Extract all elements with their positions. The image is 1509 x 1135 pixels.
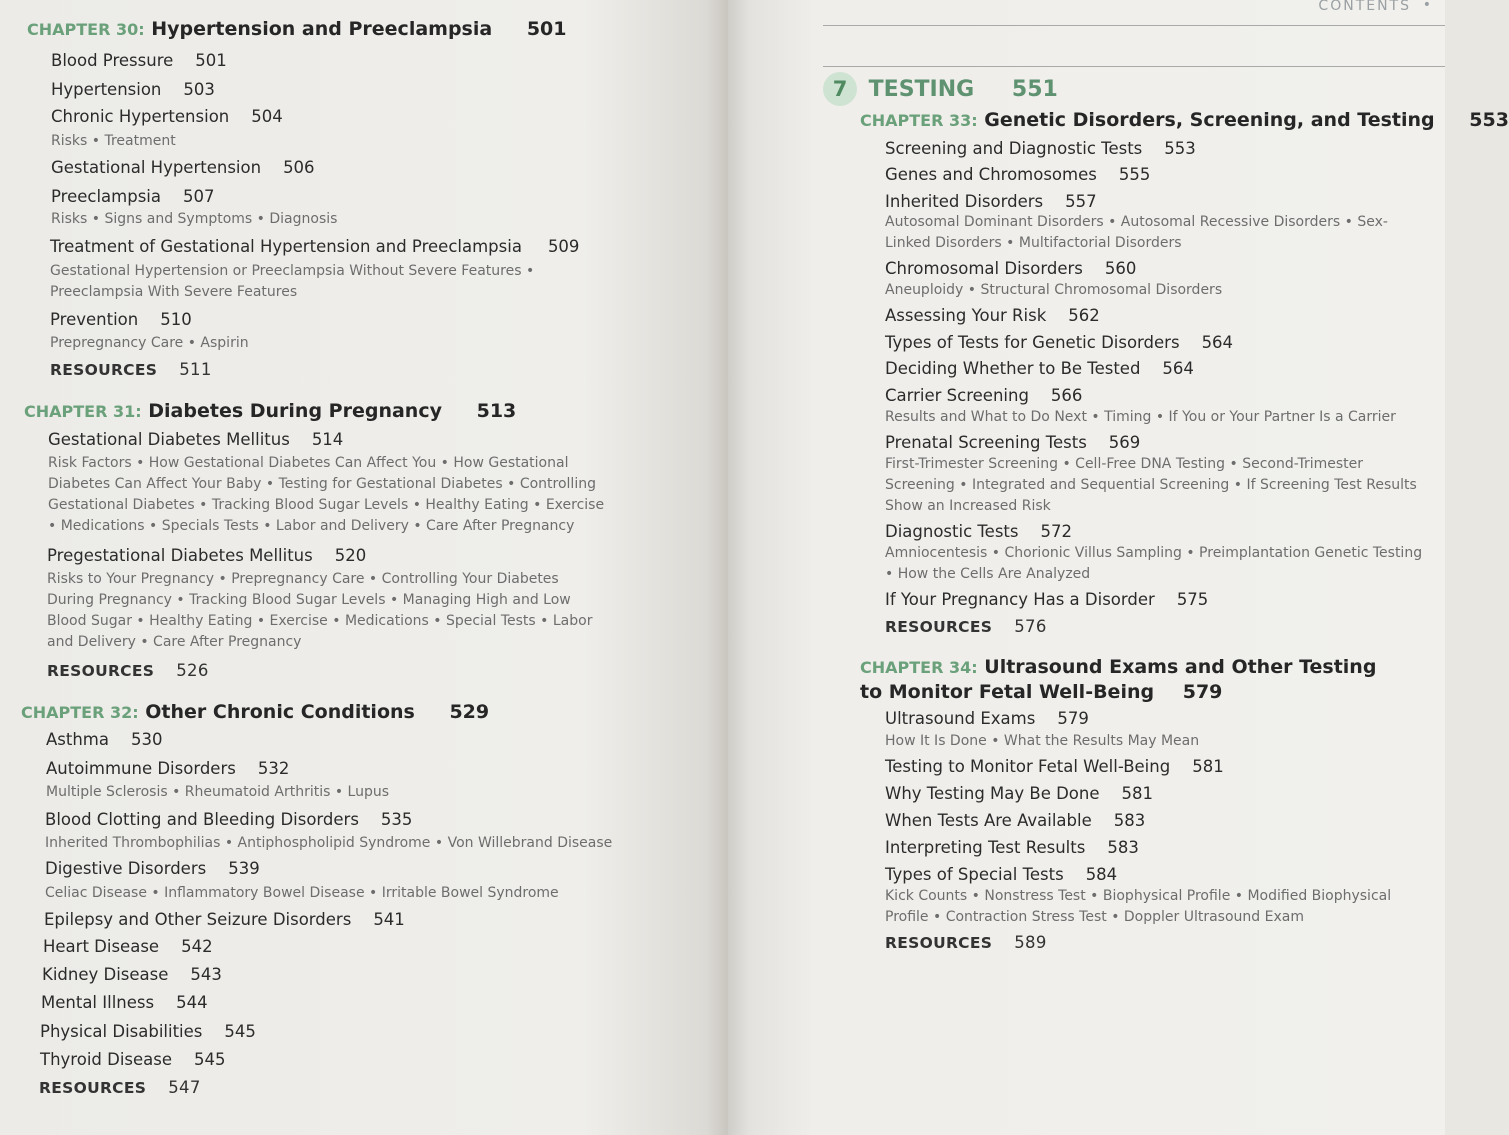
chapter-page: 513 bbox=[476, 400, 517, 422]
resources-entry[interactable]: RESOURCES 547 bbox=[39, 1078, 201, 1097]
right-page bbox=[728, 0, 1509, 1135]
chapter-page: 579 bbox=[1182, 681, 1223, 703]
toc-entry[interactable]: Epilepsy and Other Seizure Disorders 541 bbox=[44, 910, 405, 929]
toc-subtopics: Autosomal Dominant Disorders • Autosomal Recessive Disorders • Sex-Linked Disorders • Multifactorial Disorders bbox=[885, 214, 1388, 251]
toc-entry[interactable]: Hypertension 503 bbox=[51, 80, 215, 99]
chapter-page: 529 bbox=[449, 701, 490, 723]
resources-entry[interactable]: RESOURCES 576 bbox=[885, 617, 1047, 636]
toc-entry[interactable]: Physical Disabilities 545 bbox=[40, 1022, 256, 1041]
toc-entry[interactable]: Pregestational Diabetes Mellitus 520 bbox=[47, 546, 367, 565]
toc-entry[interactable]: When Tests Are Available 583 bbox=[885, 811, 1146, 830]
chapter-page: 553 bbox=[1469, 109, 1509, 131]
chapter-title: Ultrasound Exams and Other Testing to Monitor Fetal Well-Being bbox=[860, 656, 1377, 703]
toc-subtopics: Kick Counts • Nonstress Test • Biophysical Profile • Modified Biophysical Profile • Contraction Stress Test • Doppler Ultrasound Exam bbox=[885, 888, 1392, 925]
toc-entry[interactable]: Treatment of Gestational Hypertension and Preeclampsia 509 bbox=[50, 237, 580, 256]
toc-entry[interactable]: Digestive Disorders 539 bbox=[45, 859, 260, 878]
header-rule bbox=[823, 25, 1445, 26]
chapter-33-heading[interactable] bbox=[860, 109, 1509, 131]
toc-entry[interactable]: Inherited Disorders 557 bbox=[885, 192, 1097, 211]
toc-subtopics: Risks to Your Pregnancy • Prepregnancy Care • Controlling Your Diabetes During Pregnancy • Tracking Blood Sugar Levels • Managing High and Low Blood Sugar • Healthy Eating • Exercise • Medications • Special Tests • Labor and Delivery • Care After Pregnancy bbox=[47, 571, 593, 650]
chapter-32-heading[interactable] bbox=[21, 701, 489, 723]
toc-entry[interactable]: Types of Special Tests 584 bbox=[885, 865, 1118, 884]
chapter-label: CHAPTER 34: bbox=[860, 658, 978, 677]
toc-subtopics: How It Is Done • What the Results May Mean bbox=[885, 733, 1200, 749]
chapter-label: CHAPTER 33: bbox=[860, 111, 978, 130]
toc-subtopics: Inherited Thrombophilias • Antiphospholipid Syndrome • Von Willebrand Disease bbox=[45, 835, 613, 851]
toc-subtopics: Results and What to Do Next • Timing • If You or Your Partner Is a Carrier bbox=[885, 409, 1396, 425]
toc-entry[interactable]: Prenatal Screening Tests 569 bbox=[885, 433, 1141, 452]
toc-entry[interactable]: Preeclampsia 507 bbox=[51, 187, 215, 206]
part-title: TESTING bbox=[868, 77, 975, 102]
toc-entry[interactable]: Genes and Chromosomes 555 bbox=[885, 165, 1151, 184]
chapter-label: CHAPTER 32: bbox=[21, 703, 139, 722]
toc-entry[interactable]: Deciding Whether to Be Tested 564 bbox=[885, 359, 1194, 378]
toc-subtopics: First-Trimester Screening • Cell-Free DNA Testing • Second-Trimester Screening • Integrated and Sequential Screening • If Screening Test Results Show an Increased Risk bbox=[885, 456, 1417, 514]
chapter-title: Genetic Disorders, Screening, and Testing bbox=[984, 109, 1435, 131]
toc-entry[interactable]: Screening and Diagnostic Tests 553 bbox=[885, 139, 1196, 158]
toc-entry[interactable]: If Your Pregnancy Has a Disorder 575 bbox=[885, 590, 1209, 609]
running-head-bullet: • bbox=[1422, 0, 1431, 13]
running-head: CONTENTS bbox=[1318, 0, 1411, 14]
toc-entry[interactable]: Diagnostic Tests 572 bbox=[885, 522, 1072, 541]
toc-subtopics: Celiac Disease • Inflammatory Bowel Disease • Irritable Bowel Syndrome bbox=[45, 885, 559, 901]
toc-entry[interactable]: Mental Illness 544 bbox=[41, 993, 208, 1012]
toc-entry[interactable]: Heart Disease 542 bbox=[43, 937, 213, 956]
chapter-title: Other Chronic Conditions bbox=[145, 701, 415, 723]
chapter-label: CHAPTER 31: bbox=[24, 402, 142, 421]
toc-entry[interactable]: Gestational Diabetes Mellitus 514 bbox=[48, 430, 344, 449]
resources-entry[interactable]: RESOURCES 526 bbox=[47, 661, 209, 680]
chapter-title: Diabetes During Pregnancy bbox=[148, 400, 442, 422]
chapter-30-heading[interactable] bbox=[27, 18, 567, 40]
toc-entry[interactable]: Testing to Monitor Fetal Well-Being 581 bbox=[885, 757, 1224, 776]
toc-entry[interactable]: Asthma 530 bbox=[46, 730, 163, 749]
toc-entry[interactable]: Blood Pressure 501 bbox=[51, 51, 227, 70]
toc-entry[interactable]: Chromosomal Disorders 560 bbox=[885, 259, 1137, 278]
chapter-title: Hypertension and Preeclampsia bbox=[151, 18, 493, 40]
toc-subtopics: Prepregnancy Care • Aspirin bbox=[50, 335, 249, 351]
toc-subtopics: Multiple Sclerosis • Rheumatoid Arthritis • Lupus bbox=[46, 784, 390, 800]
part-7-heading[interactable] bbox=[823, 72, 1058, 106]
chapter-31-heading[interactable] bbox=[24, 400, 516, 422]
chapter-page: 501 bbox=[526, 18, 567, 40]
toc-subtopics: Risks • Treatment bbox=[51, 133, 176, 149]
toc-entry[interactable]: Types of Tests for Genetic Disorders 564 bbox=[885, 333, 1234, 352]
toc-entry[interactable]: Thyroid Disease 545 bbox=[40, 1050, 226, 1069]
chapter-label: CHAPTER 30: bbox=[27, 20, 145, 39]
toc-entry[interactable]: Gestational Hypertension 506 bbox=[51, 158, 315, 177]
resources-entry[interactable]: RESOURCES 589 bbox=[885, 933, 1047, 952]
toc-entry[interactable]: Why Testing May Be Done 581 bbox=[885, 784, 1154, 803]
toc-subtopics: Risks • Signs and Symptoms • Diagnosis bbox=[51, 211, 338, 227]
part-page: 551 bbox=[1011, 77, 1058, 102]
toc-entry[interactable]: Autoimmune Disorders 532 bbox=[46, 759, 290, 778]
toc-entry[interactable]: Blood Clotting and Bleeding Disorders 535 bbox=[45, 810, 413, 829]
toc-entry[interactable]: Chronic Hypertension 504 bbox=[51, 107, 283, 126]
part-number-badge: 7 bbox=[823, 72, 857, 106]
toc-entry[interactable]: Kidney Disease 543 bbox=[42, 965, 222, 984]
header-rule bbox=[823, 66, 1445, 67]
resources-entry[interactable]: RESOURCES 511 bbox=[50, 360, 212, 379]
toc-entry[interactable]: Interpreting Test Results 583 bbox=[885, 838, 1139, 857]
chapter-34-heading[interactable] bbox=[860, 655, 1380, 705]
toc-subtopics: Amniocentesis • Chorionic Villus Sampling • Preimplantation Genetic Testing • How the Cells Are Analyzed bbox=[885, 545, 1423, 582]
toc-subtopics: Aneuploidy • Structural Chromosomal Disorders bbox=[885, 282, 1223, 298]
left-page bbox=[0, 0, 728, 1135]
toc-entry[interactable]: Prevention 510 bbox=[50, 310, 192, 329]
toc-entry[interactable]: Ultrasound Exams 579 bbox=[885, 709, 1089, 728]
toc-entry[interactable]: Assessing Your Risk 562 bbox=[885, 306, 1100, 325]
toc-entry[interactable]: Carrier Screening 566 bbox=[885, 386, 1083, 405]
toc-subtopics: Gestational Hypertension or Preeclampsia Without Severe Features • Preeclampsia With Severe Features bbox=[50, 263, 535, 300]
toc-subtopics: Risk Factors • How Gestational Diabetes Can Affect You • How Gestational Diabetes Can Affect Your Baby • Testing for Gestational Diabetes • Controlling Gestational Diabetes • Tracking Blood Sugar Levels • Healthy Eating • Exercise • Medications • Specials Tests • Labor and Delivery • Care After Pregnancy bbox=[48, 455, 605, 534]
